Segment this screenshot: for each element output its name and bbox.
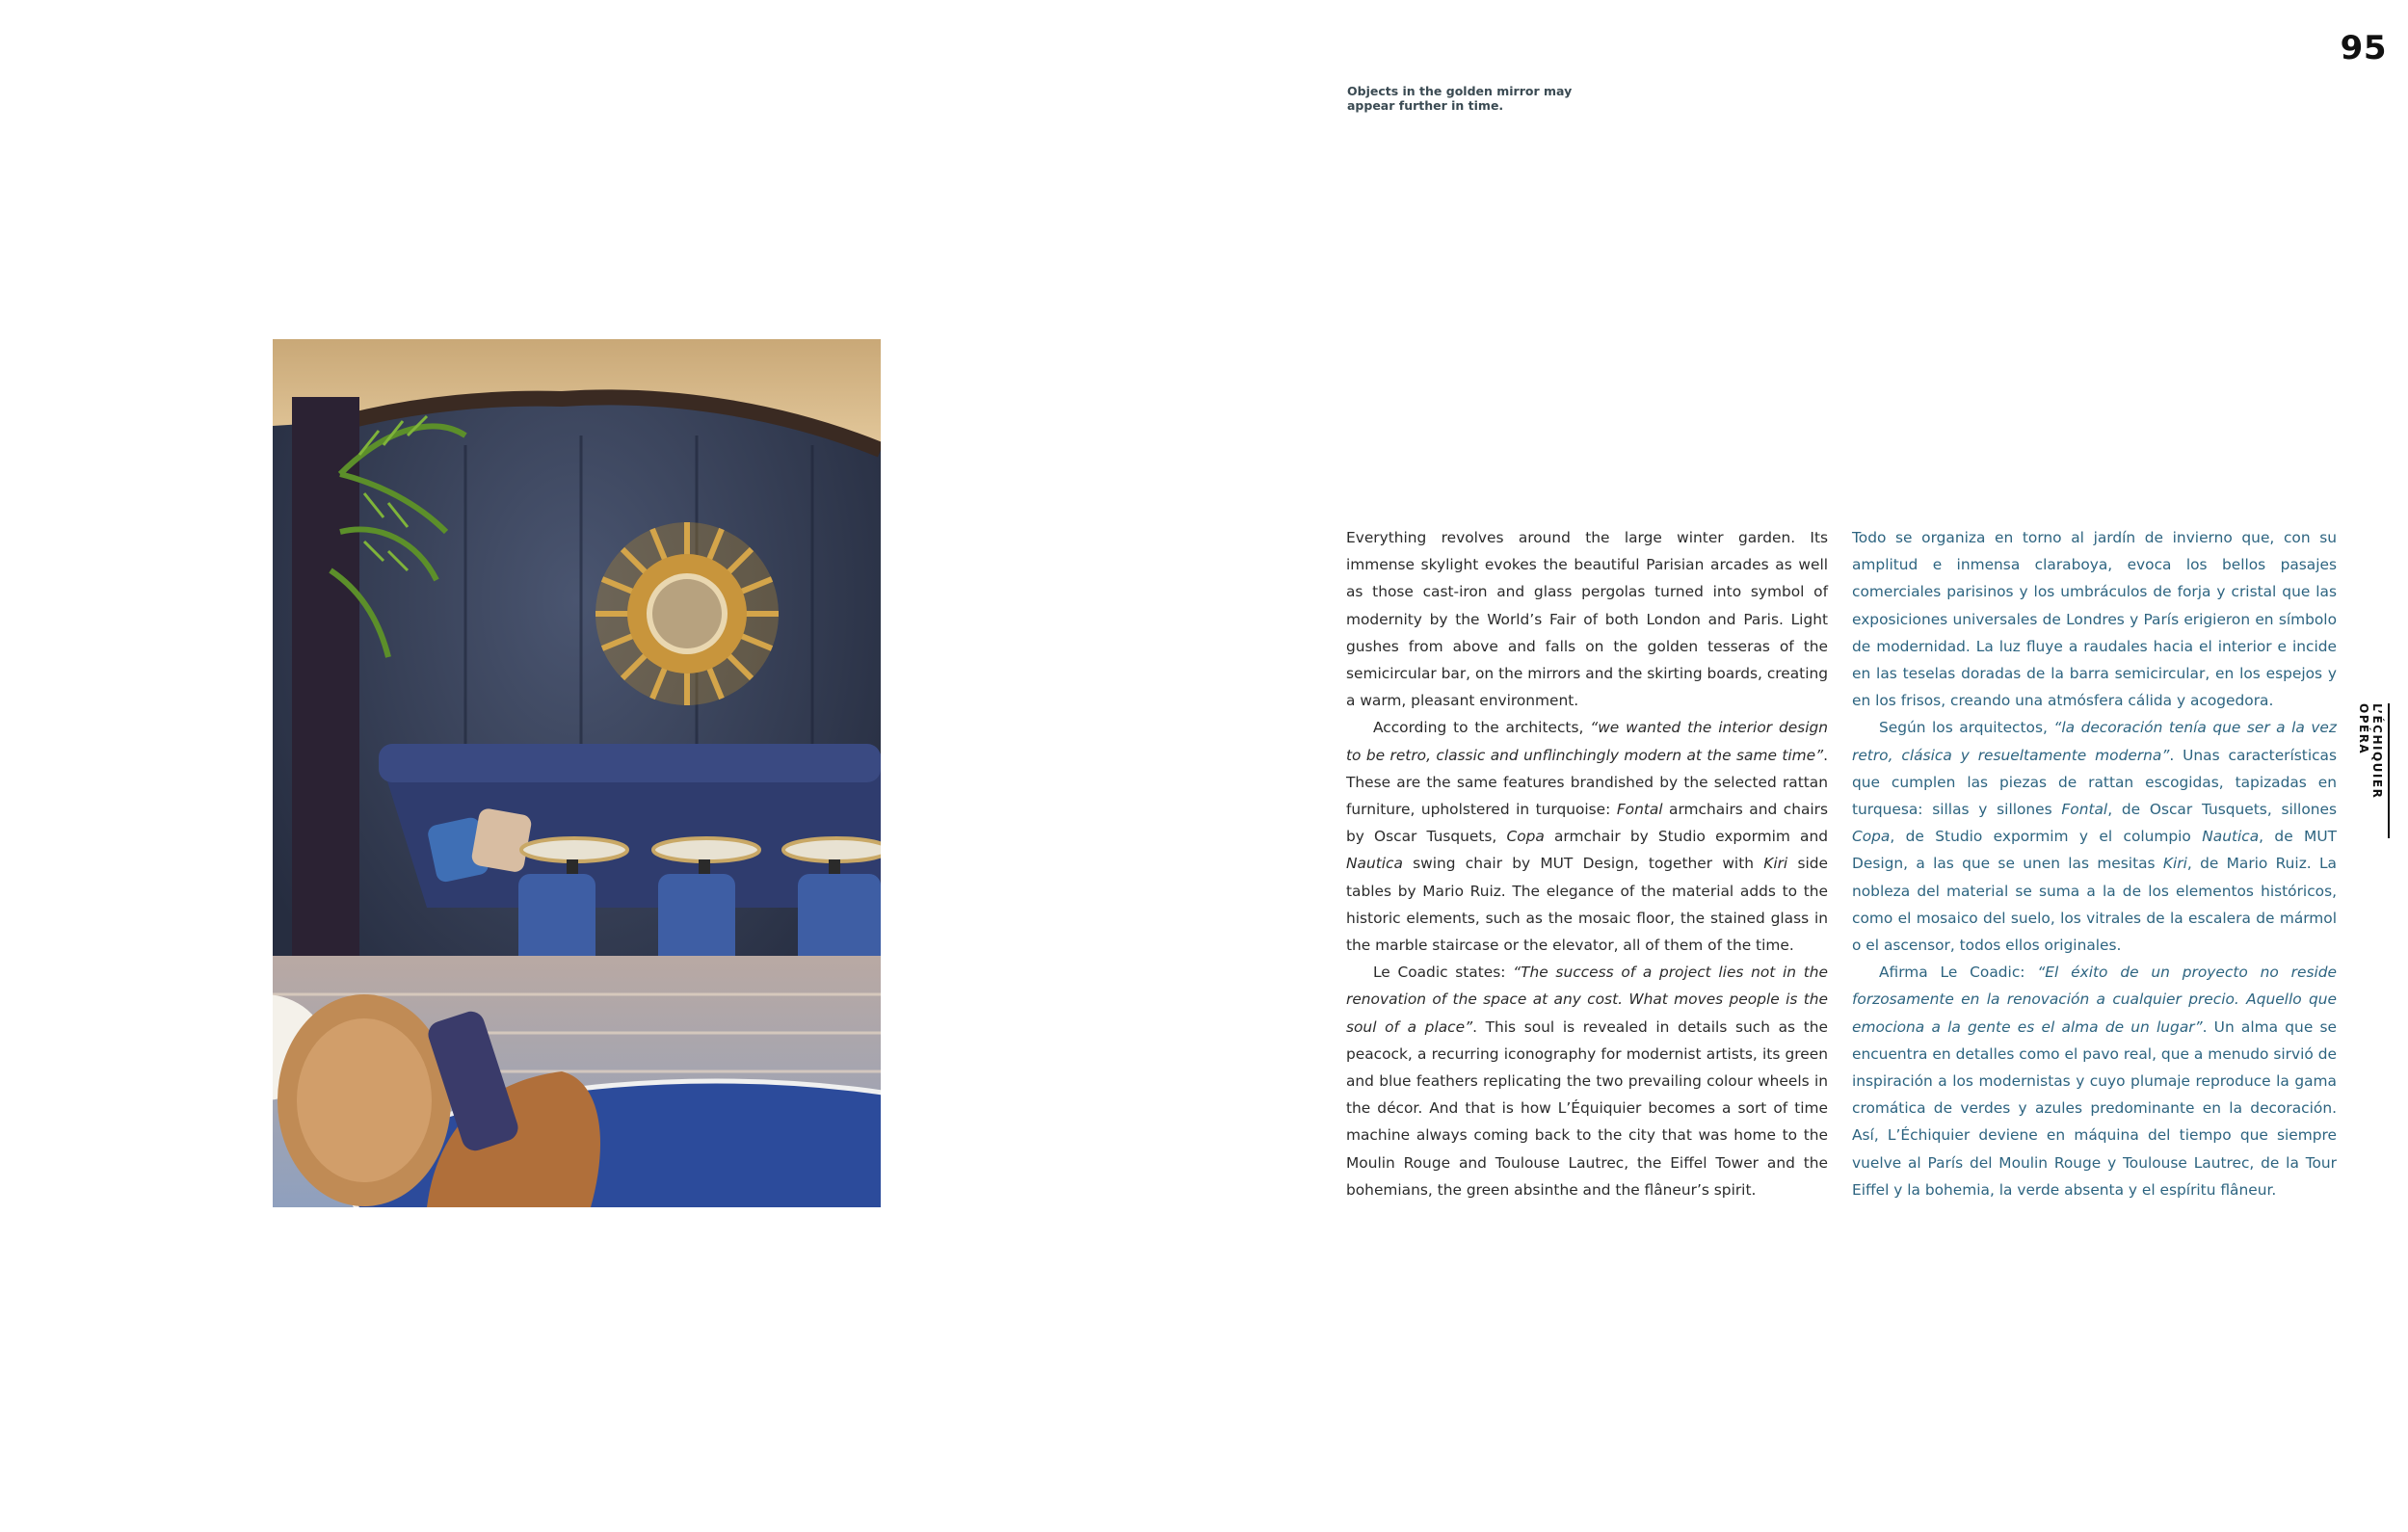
en-p3-text: . This soul is revealed in details such as the peacock, a recurring iconography for modernist artists, its green and blue feathers replicating the two prevailing colour wheels in the décor. And that is how L’Équiquier becomes a sort of time machine always coming back to the city that was home to the Moulin Rouge and Toulouse Lautrec, the Eiffel Tower and the bohemians, the green absinthe and the flâneur’s spirit.	[1346, 1017, 1828, 1199]
english-paragraph-3	[1346, 959, 1828, 1203]
en-p3-quote: “The success of a project lies not in the renovation of the space at any cost. What moves people is the soul of a place”	[1346, 964, 1828, 1036]
en-p2-product: Kiri	[1763, 855, 1788, 873]
english-paragraph-1: Everything revolves around the large winter garden. Its immense skylight evokes the beautiful Parisian arcades as well as those cast-iron and glass pergolas turned into symbol of modernity by the World’s Fair of both London and Paris. Light gushes from above and falls on the golden tesseras of the semicircular bar, on the mirrors and the skirting boards, creating a warm, pleasant environment.	[1346, 529, 1828, 710]
photo-caption	[1347, 84, 1598, 113]
english-body-text	[1346, 524, 1828, 1208]
english-paragraph-2	[1346, 714, 1828, 959]
spanish-body-text	[1852, 524, 2337, 1208]
en-p2-product: Nautica	[1346, 855, 1403, 873]
en-p2-text: swing chair by MUT Design, together with	[1402, 855, 1764, 873]
en-p2-text: According to the architects,	[1373, 719, 1591, 737]
es-p2-text: Según los arquitectos,	[1879, 719, 2054, 737]
en-p2-text: armchairs and chairs by Oscar Tusquets,	[1346, 801, 1828, 846]
en-p2-text: side tables by Mario Ruiz. The elegance of the material adds to the historic elements, such as the mosaic floor, the stained glass in the marble staircase or the elevator, all of them of the time.	[1346, 855, 1828, 955]
en-p3-text: Le Coadic states:	[1373, 964, 1514, 982]
es-p2-text: , de Studio expormim y el columpio	[1890, 828, 2203, 846]
es-p2-product: Copa	[1852, 828, 1891, 846]
es-p2-text: , de MUT Design, a las que se unen las mesitas	[1852, 828, 2337, 873]
caption-line-1: Objects in the golden mirror may	[1347, 84, 1573, 98]
es-p2-product: Fontal	[2061, 801, 2108, 819]
spanish-paragraph-3	[1852, 959, 2337, 1203]
es-p2-text: , de Oscar Tusquets, sillones	[2107, 801, 2337, 819]
page-number: 95	[2340, 29, 2387, 67]
en-p2-product: Fontal	[1616, 801, 1663, 819]
en-p2-text: . These are the same features brandished by the selected rattan furniture, upholstered in turquoise:	[1346, 746, 1828, 819]
interior-photo	[273, 339, 881, 1207]
en-p2-text: armchair by Studio expormim and	[1544, 828, 1828, 846]
en-p2-quote: “we wanted the interior design to be retro, classic and unflinchingly modern at the same time”	[1346, 719, 1829, 764]
spanish-paragraph-2	[1852, 714, 2337, 959]
es-p3-text: Afirma Le Coadic:	[1879, 964, 2038, 982]
en-p2-product: Copa	[1506, 828, 1545, 846]
es-p3-text: . Un alma que se encuentra en detalles como el pavo real, que a menudo sirvió de inspiración a los modernistas y cuyo plumaje reproduce la gama cromática de verdes y azules predominante en la decoración. Así, L’Échiquier deviene en máquina del tiempo que siempre vuelve al París del Moulin Rouge y Toulouse Lautrec, de la Tour Eiffel y la bohemia, la verde absenta y el espíritu flâneur.	[1852, 1017, 2338, 1199]
interior-photo-illustration	[273, 339, 881, 1207]
es-p2-text: , de Mario Ruiz. La nobleza del material se suma a la de los elementos históricos, como el mosaico del suelo, los vitrales de la escalera de mármol o el ascensor, todos ellos originales.	[1852, 855, 2337, 955]
es-p2-product: Kiri	[2162, 855, 2187, 873]
es-p2-product: Nautica	[2202, 828, 2260, 846]
section-side-title: L’ÉCHIQUIER OPÉRA	[2368, 703, 2390, 838]
es-p2-text: . Unas características que cumplen las piezas de rattan escogidas, tapizadas en turquesa: sillas y sillones	[1852, 746, 2338, 819]
spanish-paragraph-1: Todo se organiza en torno al jardín de invierno que, con su amplitud e inmensa claraboya, evoca los bellos pasajes comerciales parisinos y los umbráculos de forja y cristal que las exposiciones universales de Londres y París erigieron en símbolo de modernidad. La luz fluye a raudales hacia el interior e incide en las teselas doradas de la barra semicircular, en los espejos y en los frisos, creando una atmósfera cálida y acogedora.	[1852, 529, 2337, 710]
caption-line-2: appear further in time.	[1347, 98, 1504, 113]
es-p2-quote: “la decoración tenía que ser a la vez retro, clásica y resueltamente moderna”	[1852, 719, 2337, 764]
es-p3-quote: “El éxito de un proyecto no reside forzosamente en la renovación a cualquier precio. Aquello que emociona a la gente es el alma de un lugar”	[1852, 964, 2337, 1036]
